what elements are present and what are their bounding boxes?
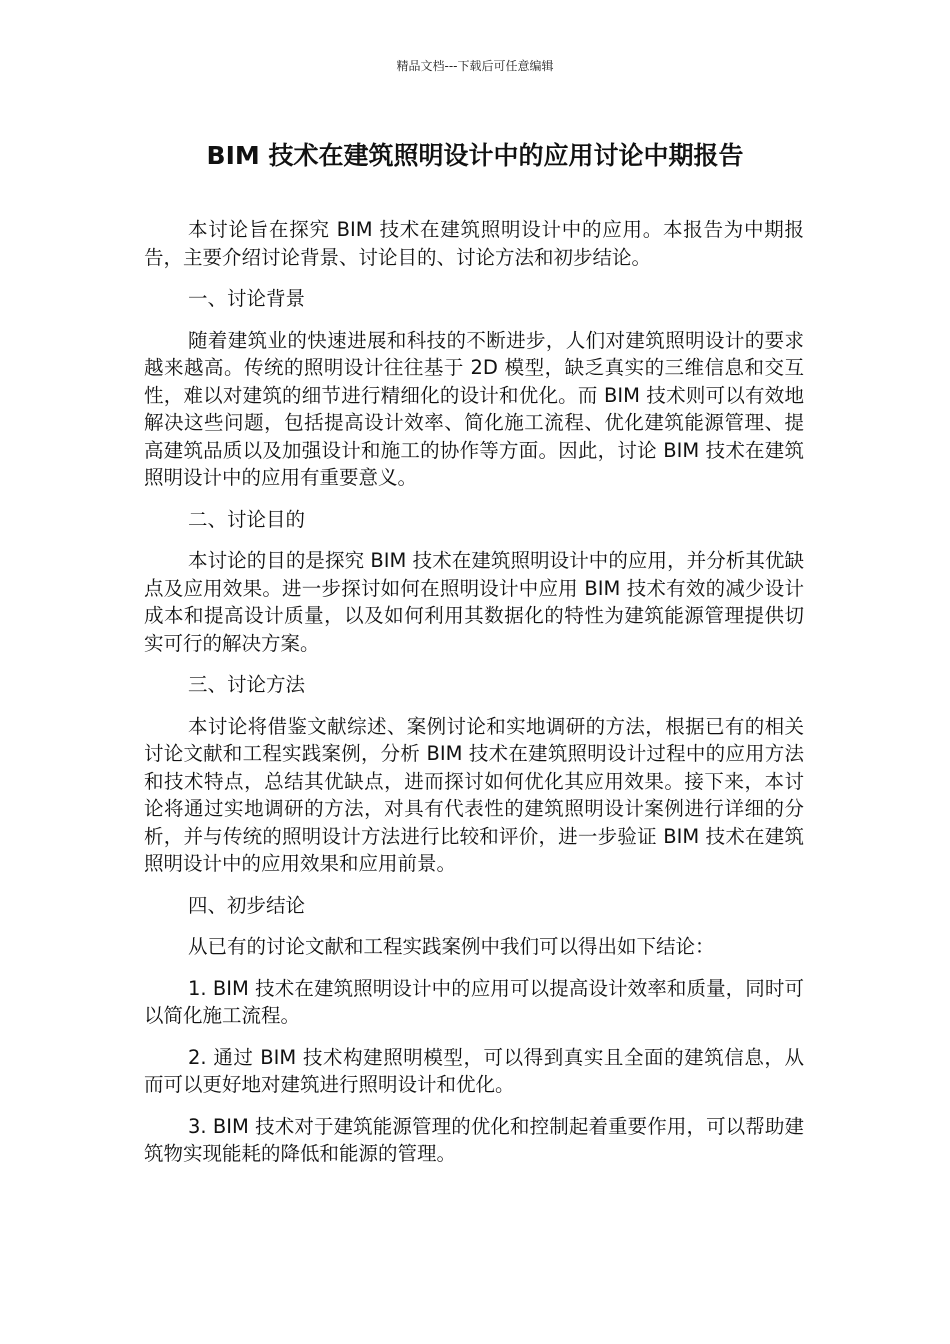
- section-heading-purpose: 二、讨论目的: [188, 507, 306, 531]
- conclusion-item-2: 2. 通过 BIM 技术构建照明模型，可以得到真实且全面的建筑信息，从而可以更好地对建筑进行照明设计和优化。: [144, 1045, 804, 1096]
- document-title: BIM 技术在建筑照明设计中的应用讨论中期报告: [206, 141, 744, 170]
- background-paragraph: 随着建筑业的快速进展和科技的不断进步，人们对建筑照明设计的要求越来越高。传统的照明设计往往基于 2D 模型，缺乏真实的三维信息和交互性，难以对建筑的细节进行精细化的设计和优化。而 BIM 技术则可以有效地解决这些问题，包括提高设计效率、简化施工流程、优化建筑能源管理、提高建筑品质以及加强设计和施工的协作等方面。因此，讨论 BIM 技术在建筑照明设计中的应用有重要意义。: [144, 328, 804, 489]
- purpose-paragraph: 本讨论的目的是探究 BIM 技术在建筑照明设计中的应用，并分析其优缺点及应用效果。进一步探讨如何在照明设计中应用 BIM 技术有效的减少设计成本和提高设计质量，以及如何利用其数据化的特性为建筑能源管理提供切实可行的解决方案。: [144, 549, 804, 655]
- page-header: 精品文档---下载后可任意编辑: [396, 59, 554, 73]
- section-heading-background: 一、讨论背景: [188, 287, 306, 310]
- method-paragraph: 本讨论将借鉴文献综述、案例讨论和实地调研的方法，根据已有的相关讨论文献和工程实践案例，分析 BIM 技术在建筑照明设计过程中的应用方法和技术特点，总结其优缺点，进而探讨如何优化其应用效果。接下来，本讨论将通过实地调研的方法，对具有代表性的建筑照明设计案例进行详细的分析，并与传统的照明设计方法进行比较和评价，进一步验证 BIM 技术在建筑照明设计中的应用效果和应用前景。: [144, 714, 804, 875]
- section-heading-conclusion: 四、初步结论: [188, 893, 306, 917]
- intro-paragraph: 本讨论旨在探究 BIM 技术在建筑照明设计中的应用。本报告为中期报告，主要介绍讨论背景、讨论目的、讨论方法和初步结论。: [144, 218, 804, 269]
- document-body: [144, 216, 804, 1182]
- conclusion-item-3: 3. BIM 技术对于建筑能源管理的优化和控制起着重要作用，可以帮助建筑物实现能耗的降低和能源的管理。: [144, 1114, 804, 1165]
- conclusion-item-1: 1. BIM 技术在建筑照明设计中的应用可以提高设计效率和质量，同时可以简化施工流程。: [144, 976, 804, 1027]
- conclusion-intro-paragraph: 从已有的讨论文献和工程实践案例中我们可以得出如下结论：: [188, 935, 715, 958]
- section-heading-method: 三、讨论方法: [188, 673, 306, 696]
